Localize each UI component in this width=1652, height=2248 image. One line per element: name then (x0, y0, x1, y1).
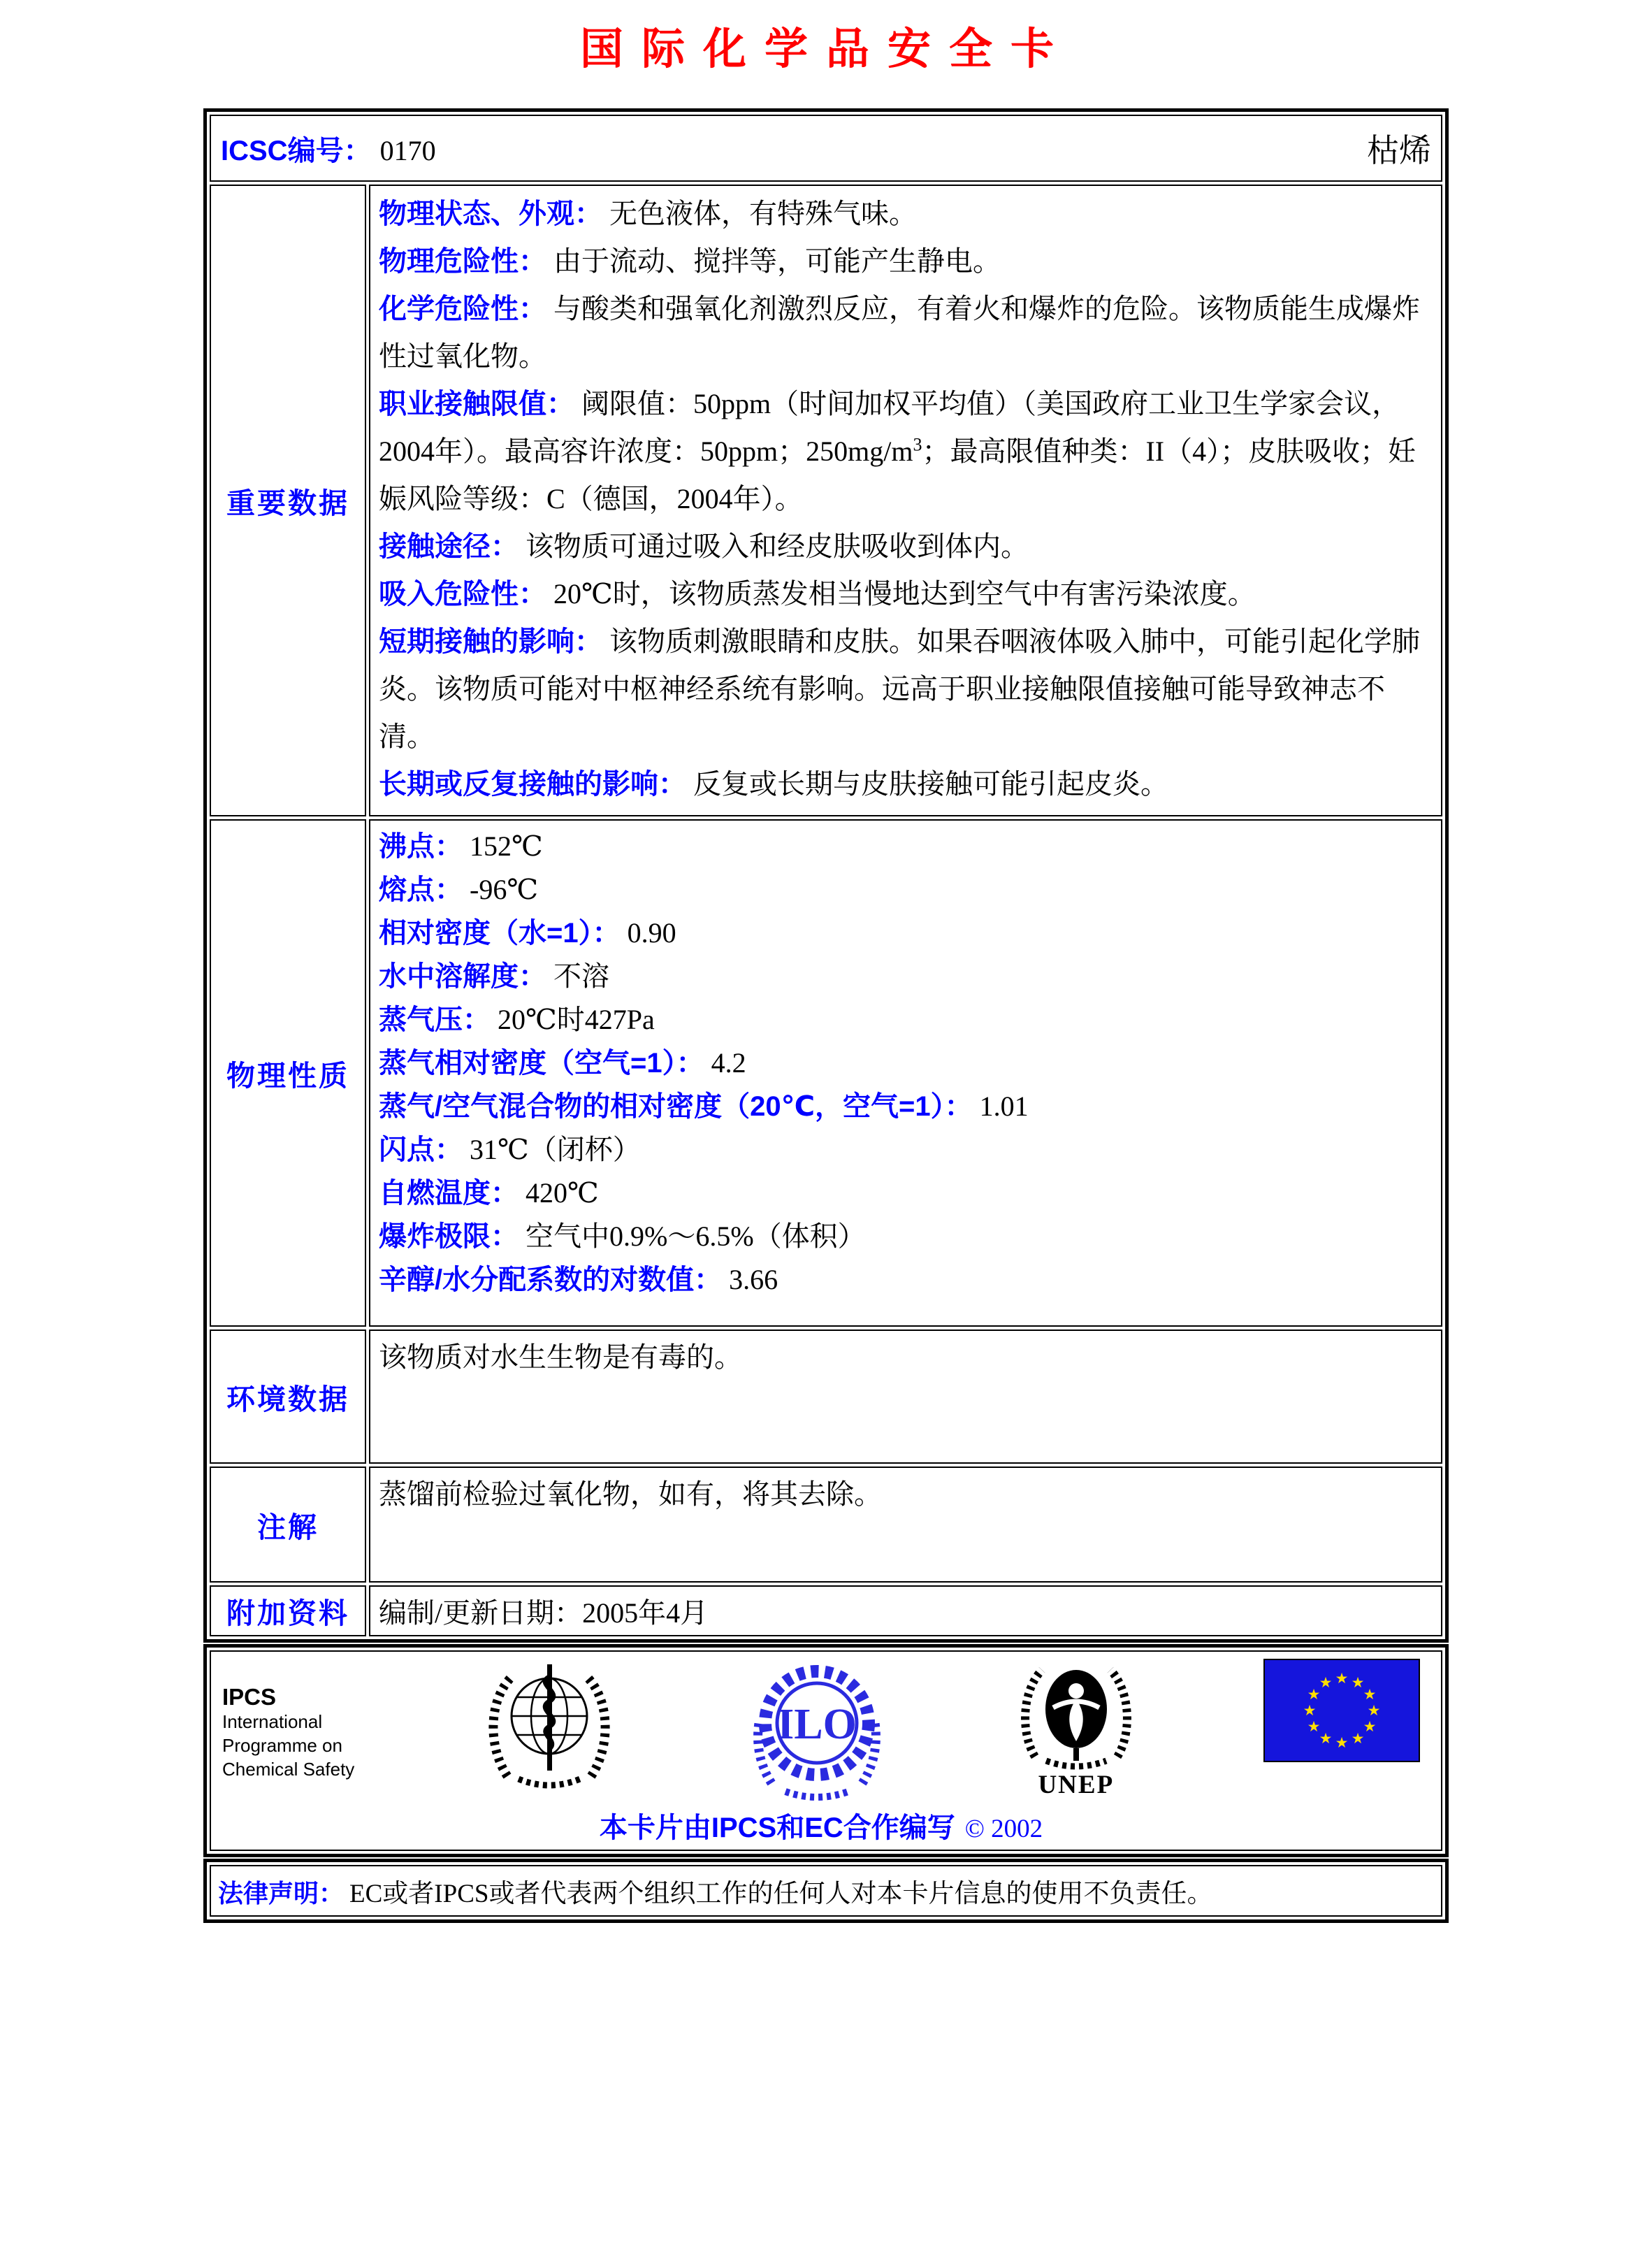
legal-cell (210, 1865, 1442, 1917)
svg-text:★: ★ (1351, 1674, 1365, 1691)
legal-row (210, 1865, 1442, 1917)
page-title: 国际化学品安全卡 (579, 25, 1072, 73)
important-item: 短期接触的影响： 该物质刺激眼睛和皮肤。如果吞咽液体吸入肺中，可能引起化学肺炎。该物质可能对中枢神经系统有影响。远高于职业接触限值接触可能导致神志不清。 (379, 626, 1420, 752)
environment-content: 该物质对水生生物是有毒的。 (369, 1330, 1442, 1464)
additional-info-row-label: 附加资料 (210, 1585, 366, 1636)
property-line: 蒸气/空气混合物的相对密度（20℃，空气=1）： 1.01 (379, 1090, 1029, 1122)
logos-cell (210, 1650, 1442, 1851)
credit-line (222, 1806, 1420, 1845)
svg-text:★: ★ (1303, 1702, 1317, 1719)
notes-row (210, 1467, 1442, 1583)
chemical-name: 枯烯 (1367, 133, 1431, 168)
svg-text:★: ★ (1319, 1730, 1333, 1747)
unep-word: UNEP (1038, 1771, 1115, 1799)
ilo-logo-icon (745, 1659, 889, 1808)
environment-row (210, 1330, 1442, 1464)
svg-text:★: ★ (1335, 1670, 1349, 1687)
notes-row-label: 注解 (210, 1467, 366, 1583)
property-line: 沸点： 152℃ (379, 830, 543, 862)
additional-info-content: 编制/更新日期：2005年4月 (369, 1585, 1442, 1636)
icsc-main-table (203, 108, 1449, 1643)
important-data-row (210, 185, 1442, 816)
important-item: 物理危险性： 由于流动、搅拌等，可能产生静电。 (379, 245, 1001, 277)
svg-text:★: ★ (1367, 1702, 1381, 1719)
important-item: 化学危险性： 与酸类和强氧化剂激烈反应，有着火和爆炸的危险。该物质能生成爆炸性过氧化物。 (379, 293, 1420, 372)
superscript-3: 3 (913, 434, 922, 455)
physical-properties-row (210, 819, 1442, 1327)
environment-row-label: 环境数据 (210, 1330, 366, 1464)
important-item: 物理状态、外观： 无色液体，有特殊气味。 (379, 198, 917, 229)
header-cell (210, 115, 1442, 182)
property-line: 熔点： -96℃ (379, 874, 539, 905)
property-line: 蒸气相对密度（空气=1）： 4.2 (379, 1047, 746, 1079)
svg-text:★: ★ (1335, 1734, 1349, 1751)
logos-table (203, 1644, 1449, 1857)
important-item: 长期或反复接触的影响： 反复或长期与皮肤接触可能引起皮炎。 (379, 768, 1168, 800)
svg-text:★: ★ (1363, 1718, 1377, 1735)
legal-table (203, 1859, 1449, 1923)
property-line: 自燃温度： 420℃ (379, 1177, 599, 1209)
important-data-row-label: 重要数据 (210, 185, 366, 816)
property-line: 辛醇/水分配系数的对数值： 3.66 (379, 1264, 778, 1295)
svg-text:★: ★ (1319, 1674, 1333, 1691)
physical-properties-row-label: 物理性质 (210, 819, 366, 1327)
icsc-number-value: 0170 (379, 134, 436, 166)
property-line: 蒸气压： 20℃时427Pa (379, 1004, 655, 1035)
icsc-number-label: ICSC编号： (221, 135, 372, 166)
property-line: 水中溶解度： 不溶 (379, 960, 609, 992)
logos-row (210, 1650, 1442, 1851)
ipcs-acronym: IPCS (222, 1684, 277, 1710)
header-row (210, 115, 1442, 182)
important-item: 职业接触限值： 阈限值：50ppm（时间加权平均值）（美国政府工业卫生学家会议，2004年）。最高容许浓度：50ppm；$250mg/m^3$；最高限值种类：II（4）；皮肤吸收；妊娠风险等级：C（德国，2004年）。 (379, 388, 1416, 514)
important-item: 吸入危险性： 20℃时，该物质蒸发相当慢地达到空气中有害污染浓度。 (379, 578, 1256, 610)
ipcs-line: International (222, 1710, 323, 1732)
svg-text:★: ★ (1351, 1730, 1365, 1747)
svg-text:★: ★ (1307, 1686, 1321, 1703)
icsc-number-group (221, 129, 436, 168)
eu-flag-icon (1263, 1659, 1420, 1766)
legal-label: 法律声明： (218, 1879, 345, 1908)
legal-text: EC或者IPCS或者代表两个组织工作的任何人对本卡片信息的使用不负责任。 (349, 1880, 1213, 1908)
svg-text:★: ★ (1363, 1686, 1377, 1703)
ipcs-line: Programme on (222, 1734, 342, 1756)
credit-year: © 2002 (964, 1815, 1043, 1843)
physical-properties-content (369, 819, 1442, 1327)
important-item: 接触途径： 该物质可通过吸入和经皮肤吸收到体内。 (379, 531, 1029, 562)
unep-logo-icon (1010, 1659, 1143, 1800)
svg-text:★: ★ (1307, 1718, 1321, 1735)
ipcs-line: Chemical Safety (222, 1758, 355, 1780)
credit-text: 本卡片由IPCS和EC合作编写 (599, 1813, 955, 1843)
icsc-document-page (0, 14, 1652, 2248)
property-line: 爆炸极限： 空气中0.9%～6.5%（体积） (379, 1220, 866, 1252)
property-line: 闪点： 31℃（闭杯） (379, 1134, 641, 1165)
additional-info-row (210, 1585, 1442, 1636)
ilo-letters: ILO (776, 1701, 857, 1748)
important-data-content (369, 185, 1442, 816)
ipcs-text-block (222, 1659, 354, 1781)
notes-content: 蒸馏前检验过氧化物，如有，将其去除。 (369, 1467, 1442, 1583)
property-line: 相对密度（水=1）： 0.90 (379, 917, 676, 949)
who-logo-icon (475, 1659, 623, 1806)
